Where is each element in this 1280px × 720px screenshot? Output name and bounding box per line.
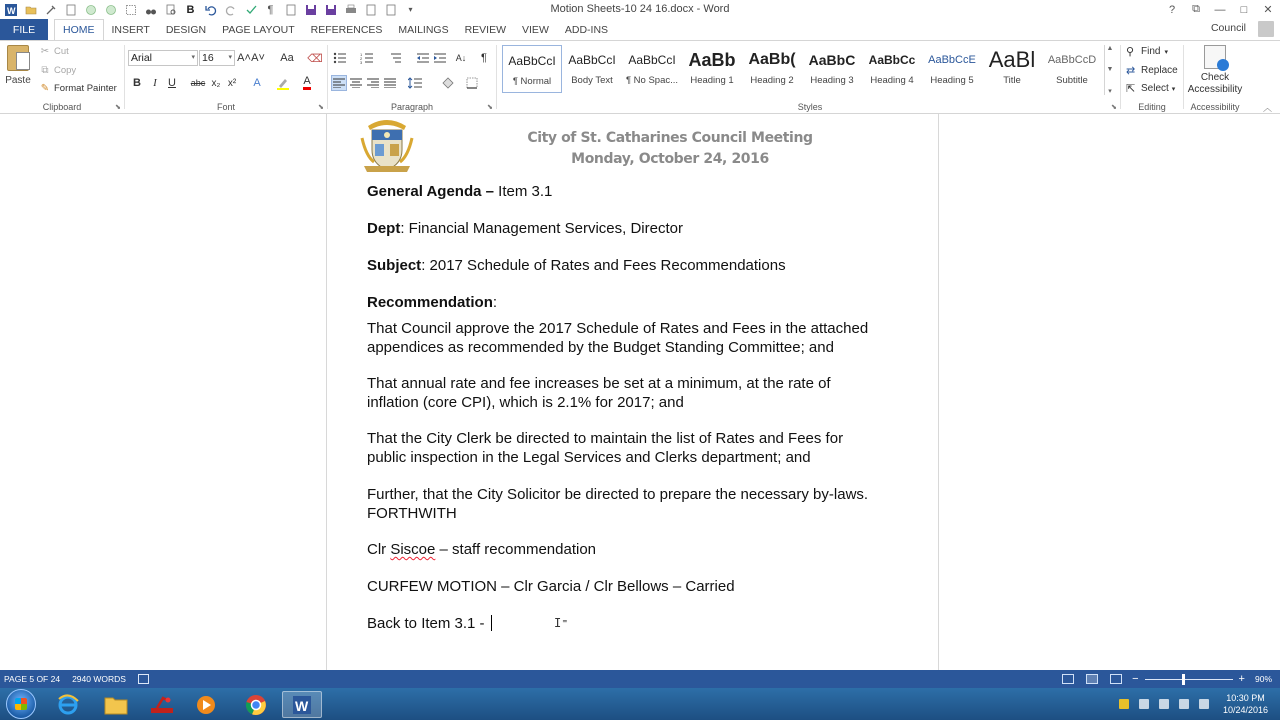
styles-group [500, 41, 1120, 114]
font-dialog-launcher[interactable]: ⬊ [318, 104, 324, 111]
display-icon[interactable] [1159, 699, 1169, 709]
document-area[interactable] [0, 114, 1280, 670]
style-preview: AaBb( [748, 51, 796, 68]
chevron-down-icon: ▾ [1171, 85, 1176, 93]
tab-file[interactable]: FILE [0, 19, 48, 40]
windows-taskbar [0, 688, 1280, 720]
chrome-icon[interactable] [236, 691, 276, 718]
maximize-button[interactable]: □ [1240, 3, 1248, 16]
tab-design[interactable]: DESIGN [165, 23, 207, 36]
clr-prefix: Clr [367, 541, 391, 558]
web-layout-icon[interactable] [1110, 674, 1122, 684]
paragraph-line: FORTHWITH [367, 504, 457, 522]
tab-home[interactable]: HOME [54, 19, 104, 40]
zoom-in-button[interactable]: + [1238, 673, 1245, 685]
agenda-label: General Agenda – [367, 183, 494, 200]
councillor-note [367, 541, 927, 560]
change-case-button[interactable]: Aa [280, 52, 294, 64]
underline-button[interactable]: U [168, 77, 176, 89]
styles-dialog-launcher[interactable]: ⬊ [1111, 104, 1117, 111]
recommendation-paragraph-3 [367, 430, 927, 467]
city-crest-image [360, 116, 414, 174]
back-to-item-line[interactable] [367, 615, 927, 634]
align-center-icon[interactable] [349, 75, 363, 91]
pilcrow-qat-icon[interactable]: ¶ [267, 3, 274, 16]
tab-page-layout[interactable]: PAGE LAYOUT [222, 23, 295, 36]
style-name: Heading 2 [750, 75, 794, 86]
tab-mailings[interactable]: MAILINGS [398, 23, 449, 36]
red-app-icon[interactable] [142, 691, 182, 718]
tab-view[interactable]: VIEW [522, 23, 549, 36]
cursor-icon: ⇱ [1126, 83, 1136, 95]
ribbon-display-options-button[interactable]: ⧉ [1192, 3, 1200, 15]
volume-icon[interactable] [1179, 699, 1189, 709]
network-icon[interactable] [1139, 699, 1149, 709]
document-heading-line-2: Monday, October 24, 2016 [571, 151, 769, 167]
shrink-font-button[interactable]: A˅ [251, 52, 265, 64]
clock-date: 10/24/2016 [1222, 705, 1268, 715]
recommendation-heading [367, 294, 927, 313]
grow-font-button[interactable]: A˄ [237, 52, 251, 64]
paste-button[interactable] [4, 45, 32, 97]
check-accessibility-label-2: Accessibility [1187, 84, 1243, 95]
paragraph-line: That annual rate and fee increases be set at a minimum, at the rate of [367, 375, 831, 392]
text-caret [491, 615, 492, 631]
paragraph-line: That the City Clerk be directed to maintain the list of Rates and Fees for [367, 430, 844, 447]
recommendation-paragraph-1 [367, 320, 927, 357]
zoom-out-button[interactable]: − [1132, 673, 1139, 685]
editing-group-label: Editing [1138, 102, 1166, 112]
tab-add-ins[interactable]: ADD-INS [564, 23, 609, 36]
recommendation-paragraph-4 [367, 486, 927, 523]
tab-references[interactable]: REFERENCES [310, 23, 383, 36]
style-preview: AaBbCcI [628, 53, 676, 67]
zoom-slider-thumb[interactable] [1182, 674, 1185, 685]
replace-label: Replace [1141, 65, 1178, 76]
style-name: ¶ Normal [512, 76, 552, 87]
account-name[interactable]: Council [1210, 22, 1246, 34]
ibeam-cursor-icon: I⁼ [554, 616, 569, 630]
paragraph-line: inflation (core CPI), which is 2.1% for 2017; and [367, 393, 684, 411]
copy-icon: ⧉ [41, 64, 49, 76]
binoculars-icon: ⚲ [1126, 46, 1135, 58]
read-mode-icon[interactable] [1062, 674, 1074, 684]
proofing-icon[interactable] [138, 674, 149, 684]
window-title: Motion Sheets-10 24 16.docx - Word [550, 3, 730, 15]
paragraph-dialog-launcher[interactable]: ⬊ [487, 104, 493, 111]
media-player-icon[interactable] [186, 691, 226, 718]
tab-review[interactable]: REVIEW [464, 23, 507, 36]
font-group-label: Font [216, 102, 235, 112]
multilevel-list-icon[interactable] [387, 50, 403, 66]
format-painter-button[interactable] [40, 83, 117, 94]
increase-indent-icon[interactable] [433, 50, 447, 66]
svg-text:2: 2 [360, 56, 363, 61]
justify-icon[interactable] [383, 75, 397, 91]
font-color-label: A [303, 76, 310, 90]
style-name: Heading 1 [690, 75, 734, 86]
style-preview: AaBl [988, 47, 1036, 72]
status-right [1050, 670, 1272, 688]
system-tray [1119, 688, 1268, 720]
spelling-error-word[interactable]: Siscoe [390, 541, 436, 558]
paragraph-line: public inspection in the Legal Services and Clerks department; and [367, 448, 811, 466]
close-button[interactable]: ✕ [1263, 4, 1273, 16]
internet-explorer-icon[interactable] [48, 691, 88, 718]
paintbrush-icon: ✎ [40, 82, 50, 94]
accessibility-group [1184, 41, 1246, 114]
align-right-icon[interactable] [366, 75, 380, 91]
chevron-down-icon: ▾ [228, 54, 232, 61]
zoom-level[interactable]: 90% [1254, 674, 1272, 684]
style-name: Title [1003, 75, 1021, 86]
word-count[interactable]: 2940 WORDS [72, 674, 126, 684]
show-marks-button[interactable]: ¶ [481, 52, 487, 64]
word-taskbar-icon[interactable] [282, 691, 322, 718]
group-divider [496, 45, 497, 109]
paste-icon [7, 45, 29, 71]
clock[interactable] [1223, 692, 1268, 716]
agenda-item: Item 3.1 [494, 183, 553, 200]
bullets-icon[interactable] [332, 50, 348, 66]
recommendation-label: Recommendation [367, 294, 493, 311]
paragraph-line: appendices as recommended by the Budget Standing Committee; and [367, 338, 834, 356]
ribbon [0, 40, 1280, 114]
svg-text:W: W [295, 697, 309, 714]
paste-label: Paste [5, 75, 31, 86]
font-color-button[interactable] [300, 75, 314, 91]
highlight-icon[interactable] [275, 75, 291, 91]
help-button[interactable]: ? [1168, 3, 1176, 16]
clock-time: 10:30 PM [1226, 693, 1265, 703]
title-bar [0, 0, 1280, 19]
style-preview: AaBbCcE [928, 54, 976, 66]
shield-icon[interactable] [1119, 699, 1129, 709]
style-preview: AaBbCc [868, 53, 916, 67]
check-accessibility-label-1: Check [1200, 72, 1230, 83]
tab-insert[interactable]: INSERT [111, 23, 150, 36]
back-to-item-text: Back to Item 3.1 - [367, 615, 489, 632]
bold-button[interactable]: B [133, 77, 141, 89]
chevron-down-icon[interactable]: ▼ [1106, 66, 1114, 73]
style-preview: AaBbCcI [508, 54, 556, 68]
page-count[interactable]: PAGE 5 OF 24 [4, 674, 61, 684]
bold-qat-icon[interactable]: B [186, 3, 195, 16]
copy-button[interactable] [40, 65, 76, 76]
minimize-button[interactable]: — [1214, 3, 1226, 16]
clipboard-dialog-launcher[interactable]: ⬊ [115, 104, 121, 111]
agenda-line [367, 183, 927, 202]
paragraph-line: That Council approve the 2017 Schedule of Rates and Fees in the attached [367, 320, 869, 337]
clear-formatting-icon[interactable]: ⌫ [307, 52, 323, 65]
chevron-down-icon: ▾ [1164, 48, 1168, 56]
curfew-motion-line: CURFEW MOTION – Clr Garcia / Clr Bellows – Carried [367, 578, 735, 595]
cut-label: Cut [54, 46, 69, 57]
document-heading-line-1: City of St. Catharines Council Meeting [527, 130, 813, 146]
scissors-icon: ✂ [40, 45, 50, 57]
paragraph-line: Further, that the City Solicitor be directed to prepare the necessary by-laws. [367, 486, 869, 503]
dept-value: : Financial Management Services, Director [400, 220, 683, 237]
editing-group [1121, 41, 1183, 114]
print-layout-icon[interactable] [1086, 674, 1098, 684]
format-painter-label: Format Painter [54, 83, 117, 94]
status-bar [0, 670, 1280, 688]
font-name-box[interactable] [128, 50, 198, 66]
text-effects-icon[interactable]: A [253, 77, 261, 89]
recommendation-colon: : [492, 294, 498, 311]
chevron-down-icon: ▾ [191, 54, 195, 61]
ribbon-tabs [0, 19, 1280, 40]
style-preview: AaBb [688, 50, 736, 70]
recommendation-paragraph-2 [367, 375, 927, 412]
sort-icon[interactable]: A↓ [455, 53, 467, 63]
dept-line [367, 220, 927, 239]
chevron-up-icon[interactable]: ▲ [1106, 45, 1114, 52]
shading-icon[interactable] [440, 75, 456, 91]
numbering-icon[interactable] [359, 50, 375, 66]
subscript-button[interactable]: x₂ [211, 77, 221, 89]
svg-text:3: 3 [360, 60, 363, 64]
replace-icon: ⇄ [1126, 65, 1136, 77]
dept-label: Dept [367, 220, 401, 237]
italic-button[interactable]: I [153, 77, 157, 89]
clipboard-group [0, 41, 124, 114]
collapse-ribbon-icon[interactable]: ︿ [1262, 103, 1272, 113]
customize-qat-icon[interactable]: ▾ [408, 5, 413, 14]
subject-line [367, 257, 927, 276]
style-preview: AaBbCcI [568, 53, 616, 67]
cut-button[interactable] [40, 46, 69, 57]
decrease-indent-icon[interactable] [416, 50, 430, 66]
style-name: Body Text [571, 75, 613, 86]
style-name: Heading 4 [870, 75, 914, 86]
copy-label: Copy [54, 65, 77, 76]
paragraph-group-label: Paragraph [390, 102, 434, 112]
align-left-icon[interactable] [331, 75, 347, 91]
borders-icon[interactable] [465, 75, 479, 91]
style-name: Heading 3 [810, 75, 854, 86]
superscript-button[interactable]: x² [227, 77, 237, 89]
svg-text:W: W [6, 5, 15, 16]
file-explorer-icon[interactable] [96, 691, 136, 718]
page-edge-right [938, 114, 939, 670]
start-button[interactable] [6, 689, 36, 719]
subject-value: : 2017 Schedule of Rates and Fees Recommendations [421, 257, 786, 274]
svg-text:1: 1 [360, 52, 363, 57]
styles-group-label: Styles [797, 102, 823, 112]
clipboard-group-label: Clipboard [42, 102, 82, 112]
action-center-flag-icon[interactable] [1199, 699, 1209, 709]
subject-label: Subject [367, 257, 422, 274]
style-name: ¶ No Spac... [625, 75, 679, 86]
clr-note: – staff recommendation [435, 541, 597, 558]
find-label: Find [1141, 46, 1161, 57]
line-spacing-icon[interactable] [406, 75, 424, 91]
account-avatar[interactable] [1258, 21, 1274, 37]
window-controls [1160, 0, 1280, 19]
accessibility-group-label: Accessibility [1190, 102, 1240, 112]
style-preview: AaBbCcD [1047, 54, 1097, 66]
font-name-value: Arial [131, 52, 153, 64]
zoom-slider[interactable] [1145, 679, 1233, 680]
font-size-box[interactable] [199, 50, 235, 66]
style-preview: AaBbC [808, 52, 856, 68]
page-edge-left [326, 114, 327, 670]
more-styles-icon[interactable]: ▾ [1108, 88, 1112, 95]
style-name: Heading 5 [930, 75, 974, 86]
font-size-value: 16 [202, 52, 214, 64]
select-label: Select [1141, 83, 1169, 94]
style-name: Subtitle [1056, 75, 1088, 86]
strikethrough-button[interactable]: abc [190, 78, 206, 88]
